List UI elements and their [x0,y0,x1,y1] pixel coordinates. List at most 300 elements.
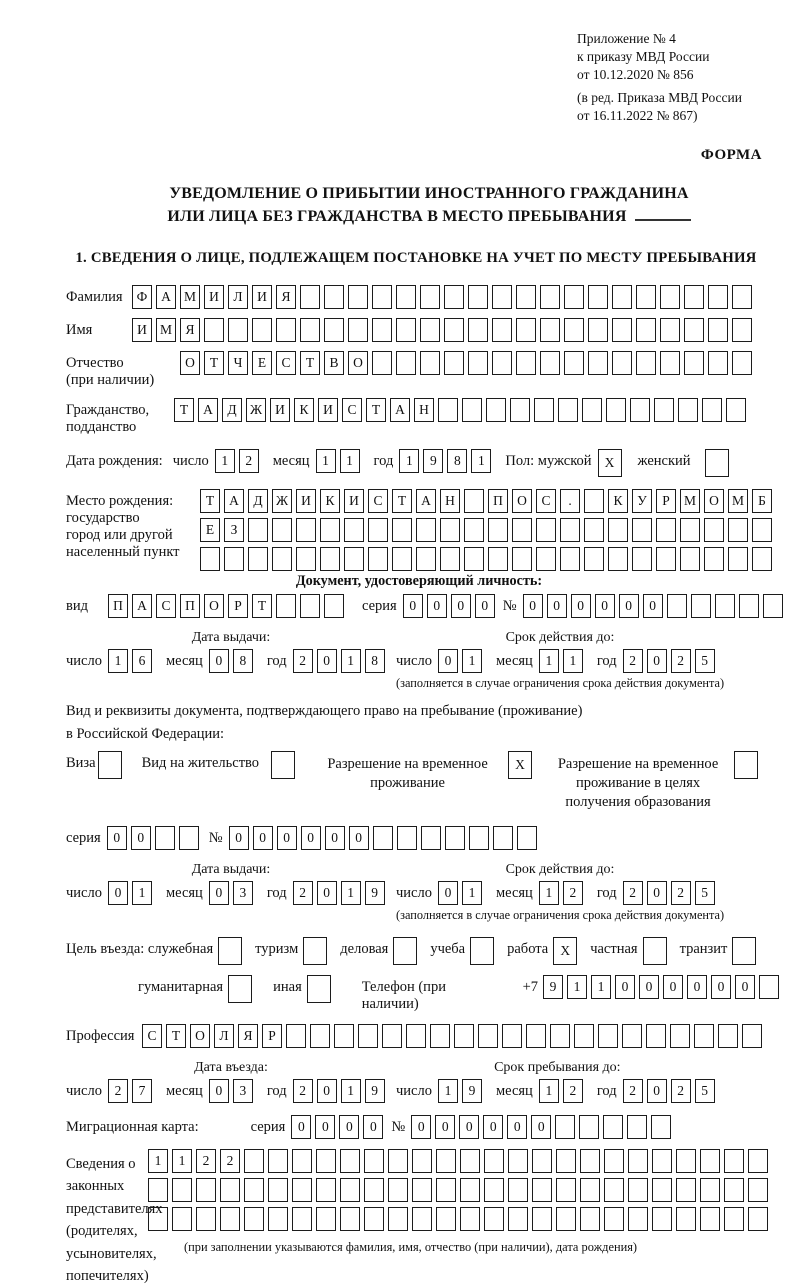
char-box[interactable] [292,1178,312,1202]
char-box[interactable] [468,318,488,342]
char-box[interactable] [510,398,530,422]
char-box[interactable]: 2 [623,881,643,905]
char-box[interactable] [588,318,608,342]
char-box[interactable]: 0 [507,1115,527,1139]
char-box[interactable]: М [680,489,700,513]
identity-issue-month[interactable] [209,649,257,673]
char-box[interactable]: 0 [427,594,447,618]
temp-residence-checkbox[interactable] [508,751,536,779]
char-box[interactable] [484,1149,504,1173]
char-box[interactable]: О [512,489,532,513]
char-box[interactable]: 5 [695,1079,715,1103]
doc-kind-input[interactable] [108,594,348,618]
char-box[interactable] [204,318,224,342]
char-box[interactable]: Т [174,398,194,422]
char-box[interactable]: 2 [196,1149,216,1173]
char-box[interactable] [155,826,175,850]
char-box[interactable] [516,318,536,342]
char-box[interactable]: 0 [209,881,229,905]
char-box[interactable]: Т [392,489,412,513]
visa-checkbox[interactable] [98,751,126,779]
char-box[interactable] [652,1178,672,1202]
char-box[interactable]: 1 [341,881,361,905]
char-box[interactable] [748,1207,768,1231]
entry-day[interactable] [108,1079,156,1103]
char-box[interactable]: 2 [239,449,259,473]
char-box[interactable] [588,351,608,375]
char-box[interactable] [526,1024,546,1048]
char-box[interactable] [512,547,532,571]
char-box[interactable] [556,1149,576,1173]
char-box[interactable] [307,975,331,1003]
char-box[interactable] [532,1207,552,1231]
char-box[interactable] [684,351,704,375]
char-box[interactable]: 9 [365,881,385,905]
char-box[interactable] [516,351,536,375]
char-box[interactable]: 0 [253,826,273,850]
char-box[interactable] [320,547,340,571]
char-box[interactable]: Д [222,398,242,422]
transit-checkbox[interactable] [732,937,760,965]
char-box[interactable]: В [324,351,344,375]
char-box[interactable] [244,1149,264,1173]
char-box[interactable]: 0 [483,1115,503,1139]
char-box[interactable] [220,1207,240,1231]
patronymic-input[interactable] [180,351,756,375]
char-box[interactable] [172,1207,192,1231]
char-box[interactable]: Ч [228,351,248,375]
char-box[interactable] [534,398,554,422]
char-box[interactable]: 6 [132,649,152,673]
char-box[interactable] [684,285,704,309]
char-box[interactable] [508,1149,528,1173]
char-box[interactable] [340,1178,360,1202]
identity-expiry-year[interactable] [623,649,719,673]
char-box[interactable]: . [560,489,580,513]
char-box[interactable] [444,351,464,375]
char-box[interactable]: 0 [363,1115,383,1139]
char-box[interactable] [627,1115,647,1139]
char-box[interactable] [604,1178,624,1202]
char-box[interactable]: А [390,398,410,422]
residence-issue-month[interactable] [209,881,257,905]
char-box[interactable]: 0 [317,1079,337,1103]
birth-day-input[interactable] [215,449,263,473]
char-box[interactable]: З [224,518,244,542]
char-box[interactable] [708,318,728,342]
char-box[interactable]: 1 [340,449,360,473]
char-box[interactable] [752,547,772,571]
residence-issue-day[interactable] [108,881,156,905]
char-box[interactable] [608,547,628,571]
char-box[interactable] [324,318,344,342]
char-box[interactable]: 0 [595,594,615,618]
char-box[interactable] [702,398,722,422]
char-box[interactable] [358,1024,378,1048]
char-box[interactable] [492,285,512,309]
char-box[interactable] [742,1024,762,1048]
char-box[interactable]: 0 [619,594,639,618]
char-box[interactable] [632,547,652,571]
char-box[interactable] [382,1024,402,1048]
char-box[interactable]: 1 [148,1149,168,1173]
identity-issue-day[interactable] [108,649,156,673]
char-box[interactable] [700,1178,720,1202]
char-box[interactable]: 0 [108,881,128,905]
char-box[interactable]: 1 [539,881,559,905]
birthplace-input-row1[interactable] [200,489,776,513]
char-box[interactable] [628,1178,648,1202]
char-box[interactable] [488,547,508,571]
char-box[interactable] [464,489,484,513]
char-box[interactable] [244,1207,264,1231]
char-box[interactable]: Н [414,398,434,422]
char-box[interactable]: А [224,489,244,513]
char-box[interactable]: 8 [365,649,385,673]
char-box[interactable] [715,594,735,618]
residence-expiry-day[interactable] [438,881,486,905]
char-box[interactable]: 0 [647,1079,667,1103]
char-box[interactable] [704,518,724,542]
char-box[interactable] [445,826,465,850]
char-box[interactable] [628,1149,648,1173]
char-box[interactable] [406,1024,426,1048]
representatives-input-row3[interactable] [148,1207,772,1231]
char-box[interactable] [598,1024,618,1048]
char-box[interactable]: 0 [209,1079,229,1103]
char-box[interactable] [372,351,392,375]
char-box[interactable] [224,547,244,571]
char-box[interactable] [652,1207,672,1231]
sex-male-checkbox[interactable] [598,449,626,477]
char-box[interactable] [340,1207,360,1231]
char-box[interactable] [516,285,536,309]
char-box[interactable] [468,351,488,375]
char-box[interactable] [364,1178,384,1202]
char-box[interactable]: 0 [438,881,458,905]
char-box[interactable] [470,937,494,965]
char-box[interactable] [218,937,242,965]
char-box[interactable]: 0 [339,1115,359,1139]
residence-permit-checkbox[interactable] [271,751,299,779]
char-box[interactable] [739,594,759,618]
char-box[interactable] [724,1178,744,1202]
char-box[interactable]: Ф [132,285,152,309]
char-box[interactable] [502,1024,522,1048]
doc-series-input[interactable] [403,594,499,618]
birth-month-input[interactable] [316,449,364,473]
char-box[interactable]: 1 [132,881,152,905]
char-box[interactable]: Д [248,489,268,513]
char-box[interactable]: 3 [233,881,253,905]
char-box[interactable] [564,318,584,342]
char-box[interactable] [492,318,512,342]
phone-input[interactable] [543,975,783,999]
char-box[interactable] [759,975,779,999]
char-box[interactable]: 2 [293,1079,313,1103]
char-box[interactable]: С [142,1024,162,1048]
char-box[interactable]: П [180,594,200,618]
char-box[interactable] [292,1207,312,1231]
char-box[interactable] [564,351,584,375]
char-box[interactable]: 1 [567,975,587,999]
char-box[interactable]: X [598,449,622,477]
char-box[interactable] [368,547,388,571]
char-box[interactable]: 0 [735,975,755,999]
doc-number-input[interactable] [523,594,787,618]
char-box[interactable] [700,1149,720,1173]
representatives-input-row2[interactable] [148,1178,772,1202]
char-box[interactable] [272,518,292,542]
surname-input[interactable] [132,285,756,309]
char-box[interactable] [667,594,687,618]
char-box[interactable] [654,398,674,422]
char-box[interactable] [420,318,440,342]
char-box[interactable]: 0 [325,826,345,850]
char-box[interactable]: 0 [459,1115,479,1139]
char-box[interactable]: 2 [671,881,691,905]
char-box[interactable] [488,518,508,542]
char-box[interactable]: 1 [591,975,611,999]
char-box[interactable]: 2 [563,881,583,905]
char-box[interactable]: 2 [671,649,691,673]
char-box[interactable]: 0 [547,594,567,618]
char-box[interactable]: 2 [623,649,643,673]
char-box[interactable]: 2 [293,881,313,905]
char-box[interactable] [584,547,604,571]
char-box[interactable]: 0 [131,826,151,850]
char-box[interactable]: П [108,594,128,618]
char-box[interactable] [436,1178,456,1202]
char-box[interactable] [603,1115,623,1139]
char-box[interactable] [652,1149,672,1173]
char-box[interactable] [656,547,676,571]
char-box[interactable] [372,318,392,342]
char-box[interactable] [421,826,441,850]
char-box[interactable] [748,1149,768,1173]
citizenship-input[interactable] [174,398,750,422]
char-box[interactable] [580,1149,600,1173]
char-box[interactable] [469,826,489,850]
char-box[interactable]: 0 [107,826,127,850]
char-box[interactable] [396,351,416,375]
char-box[interactable]: 1 [438,1079,458,1103]
char-box[interactable]: К [608,489,628,513]
char-box[interactable] [508,1207,528,1231]
char-box[interactable]: О [190,1024,210,1048]
char-box[interactable]: Л [228,285,248,309]
char-box[interactable]: 2 [220,1149,240,1173]
char-box[interactable] [636,318,656,342]
char-box[interactable] [588,285,608,309]
char-box[interactable]: Р [656,489,676,513]
char-box[interactable] [397,826,417,850]
char-box[interactable] [388,1149,408,1173]
char-box[interactable]: 7 [132,1079,152,1103]
char-box[interactable] [272,547,292,571]
char-box[interactable]: 8 [233,649,253,673]
char-box[interactable] [388,1178,408,1202]
char-box[interactable] [732,351,752,375]
char-box[interactable] [574,1024,594,1048]
char-box[interactable]: 9 [423,449,443,473]
char-box[interactable]: К [320,489,340,513]
char-box[interactable]: А [132,594,152,618]
char-box[interactable]: И [204,285,224,309]
char-box[interactable]: С [276,351,296,375]
char-box[interactable]: 0 [663,975,683,999]
char-box[interactable]: Л [214,1024,234,1048]
char-box[interactable] [612,285,632,309]
char-box[interactable] [724,1207,744,1231]
char-box[interactable]: 0 [639,975,659,999]
char-box[interactable] [412,1207,432,1231]
char-box[interactable]: 0 [411,1115,431,1139]
char-box[interactable]: Т [300,351,320,375]
char-box[interactable] [348,285,368,309]
char-box[interactable] [724,1149,744,1173]
char-box[interactable]: 1 [462,881,482,905]
char-box[interactable] [420,351,440,375]
char-box[interactable] [630,398,650,422]
char-box[interactable]: Я [238,1024,258,1048]
work-checkbox[interactable] [553,937,581,965]
char-box[interactable] [228,318,248,342]
char-box[interactable] [763,594,783,618]
char-box[interactable] [316,1149,336,1173]
char-box[interactable] [268,1207,288,1231]
char-box[interactable]: 0 [615,975,635,999]
char-box[interactable]: О [180,351,200,375]
char-box[interactable]: 0 [647,881,667,905]
char-box[interactable] [556,1178,576,1202]
char-box[interactable] [252,318,272,342]
char-box[interactable]: 1 [341,1079,361,1103]
char-box[interactable] [694,1024,714,1048]
char-box[interactable] [691,594,711,618]
char-box[interactable]: 0 [315,1115,335,1139]
char-box[interactable] [532,1178,552,1202]
char-box[interactable] [680,518,700,542]
char-box[interactable]: М [156,318,176,342]
birth-year-input[interactable] [399,449,495,473]
char-box[interactable] [622,1024,642,1048]
char-box[interactable]: И [252,285,272,309]
char-box[interactable] [484,1207,504,1231]
char-box[interactable]: Е [252,351,272,375]
char-box[interactable] [676,1178,696,1202]
char-box[interactable] [316,1207,336,1231]
char-box[interactable] [324,594,344,618]
char-box[interactable]: 0 [277,826,297,850]
migration-number-input[interactable] [411,1115,675,1139]
char-box[interactable]: 0 [643,594,663,618]
char-box[interactable] [660,285,680,309]
char-box[interactable] [612,351,632,375]
char-box[interactable] [612,318,632,342]
char-box[interactable] [296,547,316,571]
char-box[interactable]: 0 [317,649,337,673]
stay-month[interactable] [539,1079,587,1103]
char-box[interactable] [300,285,320,309]
char-box[interactable] [580,1178,600,1202]
char-box[interactable]: М [180,285,200,309]
char-box[interactable]: А [156,285,176,309]
char-box[interactable] [536,547,556,571]
char-box[interactable]: X [553,937,577,965]
char-box[interactable]: 0 [475,594,495,618]
char-box[interactable]: Т [204,351,224,375]
char-box[interactable]: О [348,351,368,375]
char-box[interactable]: С [156,594,176,618]
char-box[interactable] [464,518,484,542]
name-input[interactable] [132,318,756,342]
char-box[interactable] [558,398,578,422]
char-box[interactable]: 1 [471,449,491,473]
char-box[interactable] [286,1024,306,1048]
residence-expiry-year[interactable] [623,881,719,905]
char-box[interactable] [606,398,626,422]
char-box[interactable] [200,547,220,571]
char-box[interactable]: 0 [301,826,321,850]
residence-series-input[interactable] [107,826,203,850]
char-box[interactable] [718,1024,738,1048]
char-box[interactable] [440,547,460,571]
char-box[interactable] [244,1178,264,1202]
char-box[interactable] [643,937,667,965]
char-box[interactable] [728,547,748,571]
residence-number-input[interactable] [229,826,541,850]
char-box[interactable] [179,826,199,850]
char-box[interactable]: Т [366,398,386,422]
char-box[interactable] [492,351,512,375]
entry-year[interactable] [293,1079,389,1103]
char-box[interactable] [684,318,704,342]
char-box[interactable]: И [318,398,338,422]
char-box[interactable] [478,1024,498,1048]
char-box[interactable] [271,751,295,779]
char-box[interactable]: 9 [543,975,563,999]
char-box[interactable] [732,318,752,342]
study-checkbox[interactable] [470,937,498,965]
char-box[interactable]: Б [752,489,772,513]
char-box[interactable] [705,449,729,477]
char-box[interactable]: Ж [246,398,266,422]
char-box[interactable] [732,937,756,965]
char-box[interactable] [584,518,604,542]
char-box[interactable] [748,1178,768,1202]
char-box[interactable] [579,1115,599,1139]
char-box[interactable] [636,351,656,375]
char-box[interactable] [276,594,296,618]
char-box[interactable]: 0 [647,649,667,673]
char-box[interactable] [468,285,488,309]
char-box[interactable] [493,826,513,850]
char-box[interactable]: X [508,751,532,779]
char-box[interactable]: 1 [215,449,235,473]
char-box[interactable] [560,518,580,542]
edu-residence-checkbox[interactable] [734,751,762,779]
char-box[interactable]: 1 [539,649,559,673]
char-box[interactable]: 0 [435,1115,455,1139]
business-checkbox[interactable] [393,937,421,965]
char-box[interactable]: 0 [438,649,458,673]
char-box[interactable] [484,1178,504,1202]
char-box[interactable] [396,318,416,342]
char-box[interactable] [708,285,728,309]
char-box[interactable]: 5 [695,649,715,673]
char-box[interactable]: 9 [462,1079,482,1103]
